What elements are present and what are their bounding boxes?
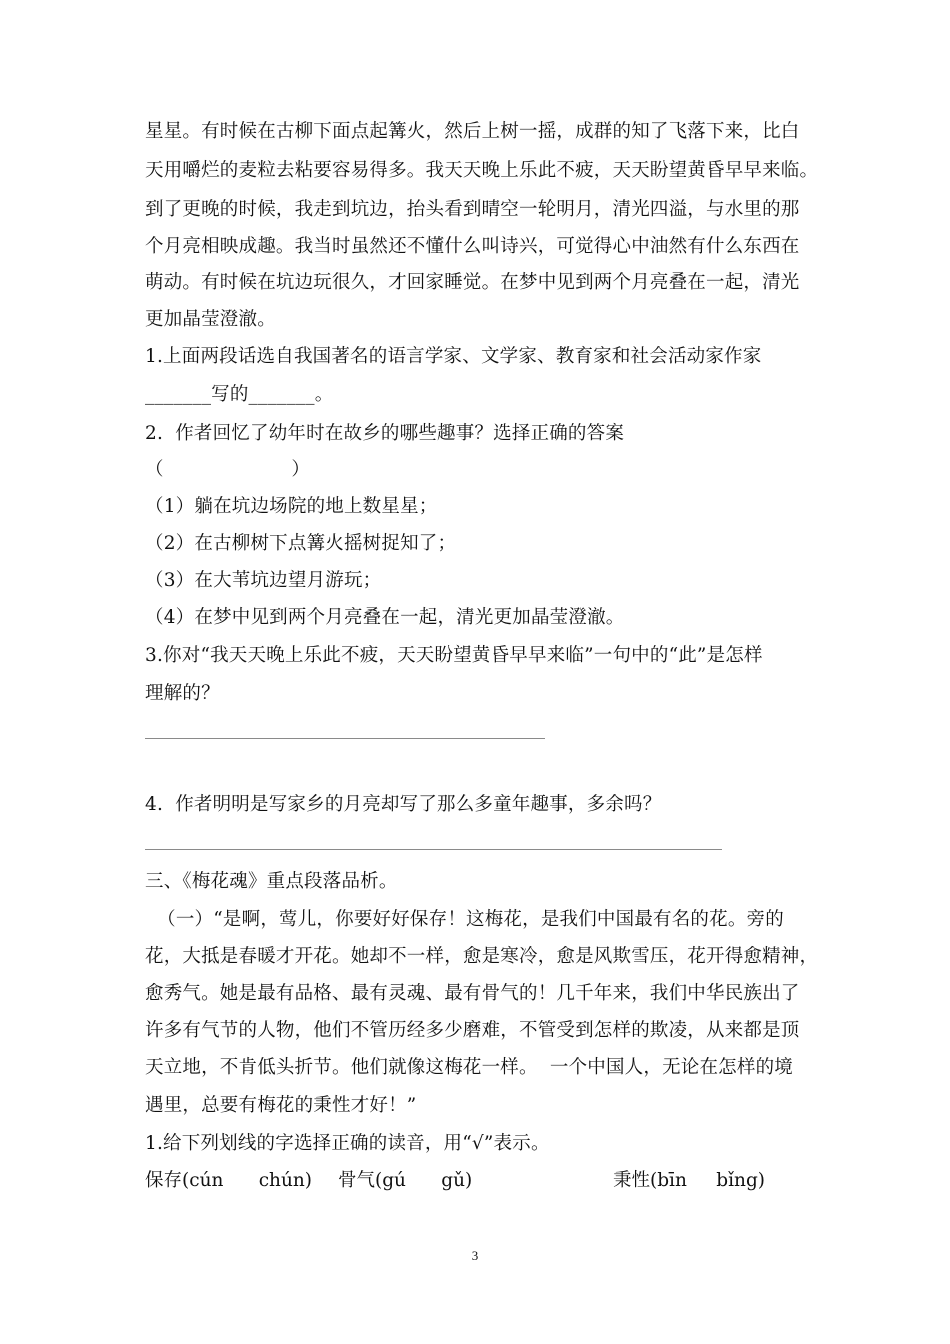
question-1-blanks: _______写的_______。	[145, 384, 334, 405]
page-number: 3	[471, 1248, 479, 1263]
question-2-option: （1）躺在坑边场院的地上数星星；	[145, 496, 438, 517]
question-2-answer-parens: （ ）	[145, 459, 311, 480]
section-3-passage-line: （一）“是啊，莺儿，你要好好保存！这梅花，是我们中国最有名的花。旁的	[145, 909, 784, 930]
section-3-passage-line: 许多有气节的人物，他们不管历经多少磨难，不管受到怎样的欺凌，从来都是顶	[145, 1020, 800, 1041]
question-2-option: （4）在梦中见到两个月亮叠在一起，清光更加晶莹澄澈。	[145, 607, 625, 628]
section-3-passage-line: 遇里，总要有梅花的秉性才好！”	[145, 1095, 417, 1116]
section-3-passage-line: 愈秀气。她是最有品格、最有灵魂、最有骨气的！几千年来，我们中华民族出了	[145, 983, 800, 1004]
question-1: 1.上面两段话选自我国著名的语言学家、文学家、教育家和社会活动家作家	[145, 346, 762, 367]
answer-line	[145, 849, 722, 850]
answer-line	[145, 738, 545, 739]
question-3: 3.你对“我天天晚上乐此不疲，天天盼望黄昏早早来临”一句中的“此”是怎样	[145, 645, 763, 666]
pinyin-choice: 保存(cún chún)	[145, 1170, 313, 1191]
passage-line: 个月亮相映成趣。我当时虽然还不懂什么叫诗兴，可觉得心中油然有什么东西在	[145, 236, 800, 257]
passage-line: 天用嚼烂的麦粒去粘要容易得多。我天天晚上乐此不疲，天天盼望黄昏早早来临。	[145, 160, 819, 181]
passage-line: 星星。有时候在古柳下面点起篝火，然后上树一摇，成群的知了飞落下来，比白	[145, 121, 800, 142]
passage-line: 更加晶莹澄澈。	[145, 309, 276, 330]
section-3-passage-line: 花，大抵是春暖才开花。她却不一样，愈是寒冷，愈是风欺雪压，花开得愈精神，	[145, 946, 819, 967]
section-3-title: 三、《梅花魂》重点段落品析。	[145, 871, 398, 892]
question-3-cont: 理解的？	[145, 683, 220, 704]
pinyin-choice: 秉性(bīn bǐng)	[613, 1170, 766, 1191]
passage-line: 萌动。有时候在坑边玩很久，才回家睡觉。在梦中见到两个月亮叠在一起，清光	[145, 272, 800, 293]
passage-line: 到了更晚的时候，我走到坑边，抬头看到晴空一轮明月，清光四溢，与水里的那	[145, 199, 800, 220]
question-2-option: （3）在大苇坑边望月游玩；	[145, 570, 382, 591]
question-2-option: （2）在古柳树下点篝火摇树捉知了；	[145, 533, 457, 554]
pinyin-choice: 骨气(gú gǔ)	[338, 1170, 473, 1191]
question-4: 4. 作者明明是写家乡的月亮却写了那么多童年趣事，多余吗？	[145, 794, 662, 815]
question-2: 2. 作者回忆了幼年时在故乡的哪些趣事？选择正确的答案	[145, 423, 625, 444]
section-3-passage-line: 天立地，不肯低头折节。他们就像这梅花一样。 一个中国人，无论在怎样的境	[145, 1057, 793, 1078]
section-3-question-1: 1.给下列划线的字选择正确的读音，用“√”表示。	[145, 1133, 550, 1154]
